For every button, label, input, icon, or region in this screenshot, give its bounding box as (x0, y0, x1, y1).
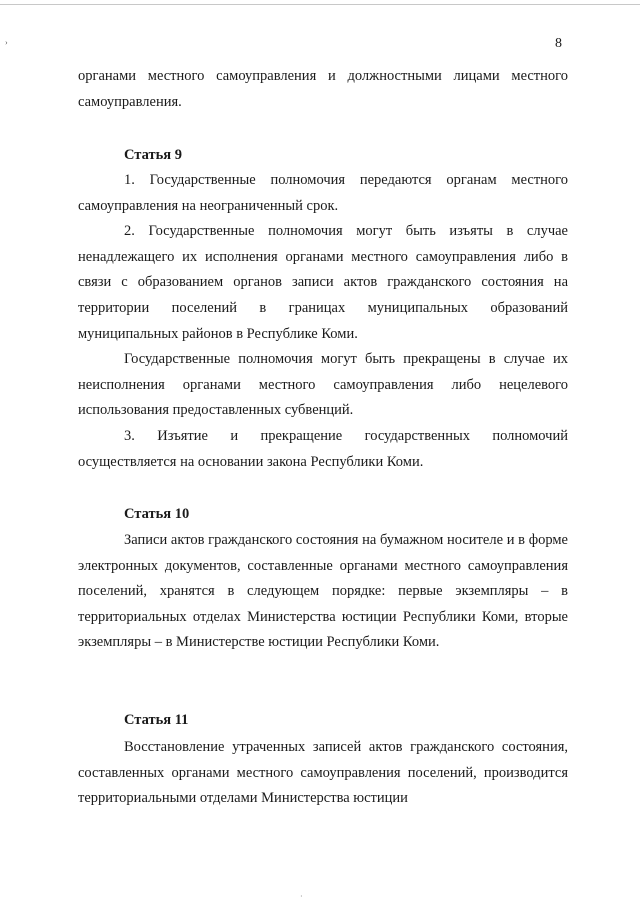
article-9-paragraph-3: Государственные полномочия могут быть прекращены в случае их неисполнения органами местного самоуправления либо нецелевого использования предоставленных субвенций. (78, 351, 568, 419)
article-11-paragraph-1: Восстановление утраченных записей актов гражданского состояния, составленных органами местного самоуправления поселений, производится территориальными отделами Министерства юстиции (78, 739, 568, 807)
article-9-heading: Статья 9 (124, 147, 182, 163)
article-11-body (78, 735, 568, 812)
article-9-paragraph-2: 2. Государственные полномочия могут быть изъяты в случае ненадлежащего их исполнения органами местного самоуправления либо в связи с образованием органов записи актов гражданского состояния на территории поселений в границах муниципальных образований муниципальных районов в Республике Коми. (78, 223, 568, 342)
intro-text: органами местного самоуправления и должностными лицами местного самоуправления. (78, 68, 568, 110)
scan-bottom-mark: · (300, 892, 303, 901)
article-9-body (78, 168, 568, 475)
page-number: 8 (555, 36, 562, 51)
scan-mark: › (5, 38, 8, 47)
article-10-heading: Статья 10 (124, 506, 190, 522)
intro-paragraph (78, 64, 568, 115)
scan-top-edge (0, 4, 640, 5)
article-9-paragraph-1: 1. Государственные полномочия передаются органам местного самоуправления на неограниченный срок. (78, 172, 568, 214)
article-10-body (78, 528, 568, 656)
article-10-paragraph-1: Записи актов гражданского состояния на бумажном носителе и в форме электронных документов, составленные органами местного самоуправления поселений, хранятся в следующем порядке: первые экземпляры – в территориальных отделах Министерства юстиции Республики Коми, вторые экземпляры – в Министерстве юстиции Республики Коми. (78, 532, 568, 651)
article-11-heading: Статья 11 (124, 712, 189, 728)
article-9-paragraph-4: 3. Изъятие и прекращение государственных полномочий осуществляется на основании закона Республики Коми. (78, 427, 568, 470)
